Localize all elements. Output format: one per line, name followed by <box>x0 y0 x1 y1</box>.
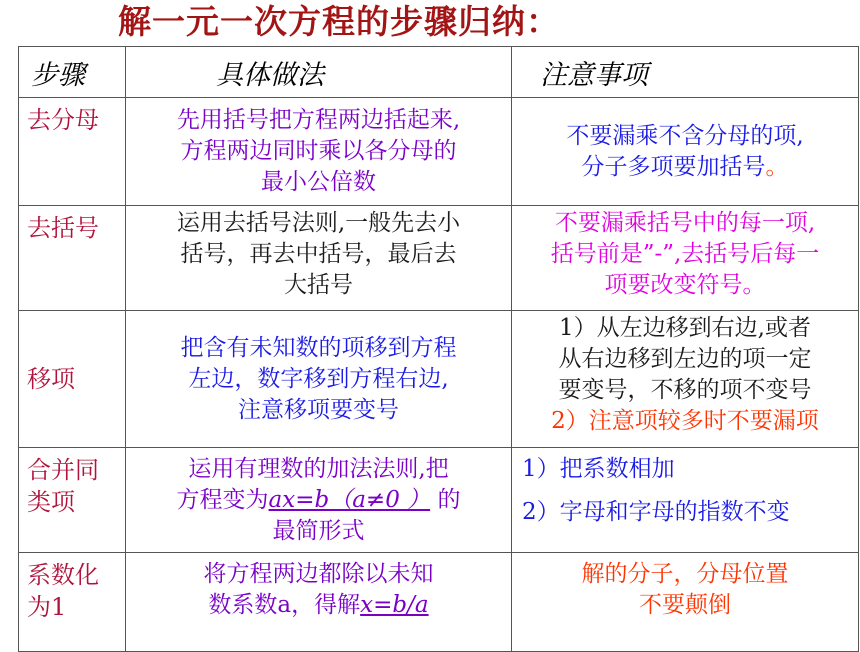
table-header-row <box>19 47 859 98</box>
step-cell <box>19 553 126 652</box>
note-line: 不要漏乘括号中的每一项, <box>554 210 816 236</box>
note-cell <box>512 206 859 311</box>
header-method: 具体做法 <box>126 47 512 98</box>
note-line: 2）字母和字母的指数不变 <box>522 499 790 525</box>
table-row <box>19 206 859 311</box>
steps-table <box>18 46 859 652</box>
step-cell <box>19 311 126 448</box>
method-line: 运用有理数的加法法则,把 <box>188 455 449 482</box>
note-line: 从右边移到左边的项一定 <box>558 346 812 372</box>
method-cell <box>126 311 512 448</box>
method-cell <box>126 206 512 311</box>
table-row <box>19 448 859 553</box>
step-label: 系数化 <box>27 561 99 589</box>
page-title: 解一元一次方程的步骤归纳： <box>118 2 560 41</box>
step-label: 移项 <box>27 365 75 393</box>
header-step: 步骤 <box>19 47 126 98</box>
method-cell <box>126 448 512 553</box>
step-label: 为1 <box>27 593 67 621</box>
note-cell <box>512 311 859 448</box>
method-cell <box>126 553 512 652</box>
method-line: 把含有未知数的项移到方程 <box>180 334 457 361</box>
method-line: 大括号 <box>284 272 353 298</box>
header-note: 注意事项 <box>512 47 859 98</box>
method-cell <box>126 98 512 206</box>
note-line: 不要漏乘不含分母的项, <box>566 122 804 149</box>
solution-formula: x=b/a <box>360 592 429 618</box>
note-line: 分子多项要加括号。 <box>581 153 789 180</box>
method-line: 方程两边同时乘以各分母的 <box>180 138 457 164</box>
method-line: 括号，再去中括号，最后去 <box>180 241 457 267</box>
method-line: 注意移项要变号 <box>238 396 399 423</box>
note-line: 1）从左边移到右边,或者 <box>559 315 811 341</box>
step-cell <box>19 98 126 206</box>
method-line: 最简形式 <box>272 517 365 544</box>
note-cell <box>512 448 859 553</box>
method-line: 将方程两边都除以未知 <box>203 561 434 587</box>
method-line: 数系数a，得解x=b/a <box>208 592 429 618</box>
table-row <box>19 311 859 448</box>
step-label: 去括号 <box>27 214 99 242</box>
step-cell <box>19 448 126 553</box>
step-label: 去分母 <box>27 106 99 134</box>
table-row <box>19 98 859 206</box>
method-line: 左边，数字移到方程右边, <box>188 365 449 392</box>
step-label: 合并同 <box>27 456 99 484</box>
note-cell <box>512 98 859 206</box>
note-cell <box>512 553 859 652</box>
note-line: 要变号，不移的项不变号 <box>558 377 812 403</box>
note-line: 括号前是”-”,去括号后每一 <box>550 241 820 267</box>
method-line: 最小公倍数 <box>261 169 376 195</box>
method-line: 方程变为ax=b（a≠0 ） 的 <box>176 486 461 513</box>
equation-form: ax=b（a≠0 ） <box>268 486 431 513</box>
step-label: 类项 <box>27 488 75 516</box>
method-line: 运用去括号法则,一般先去小 <box>176 210 461 236</box>
note-line: 2）注意项较多时不要漏项 <box>551 408 819 434</box>
note-line: 项要改变符号。 <box>604 272 766 298</box>
note-line: 1）把系数相加 <box>522 456 675 482</box>
note-line: 不要颠倒 <box>639 592 731 618</box>
step-cell <box>19 206 126 311</box>
note-line: 解的分子，分母位置 <box>581 561 789 587</box>
method-line: 先用括号把方程两边括起来, <box>176 107 461 133</box>
table-row <box>19 553 859 652</box>
